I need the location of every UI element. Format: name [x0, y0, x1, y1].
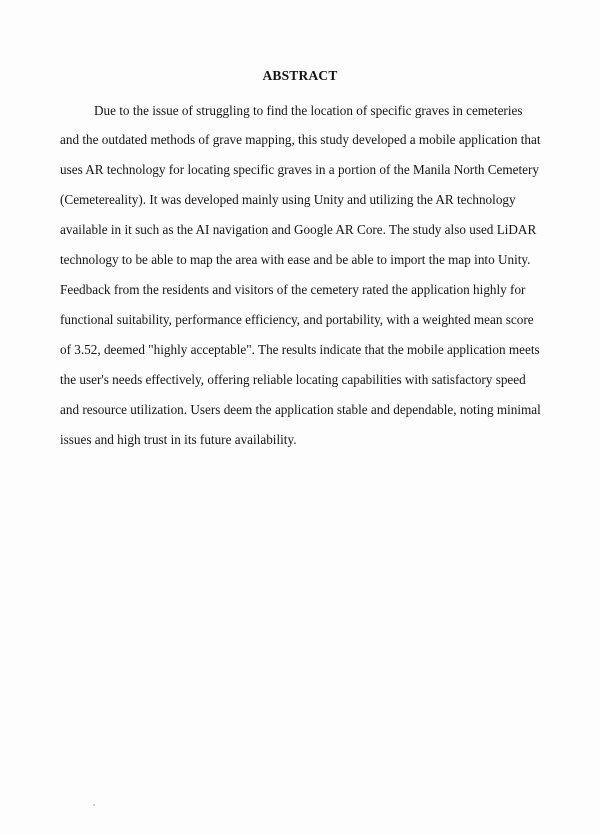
abstract-line: Feedback from the residents and visitors of the cemetery rated the application highly for: [60, 282, 526, 297]
abstract-heading: ABSTRACT: [262, 68, 338, 83]
abstract-line: of 3.52, deemed "highly acceptable". The results indicate that the mobile application meets: [60, 342, 540, 357]
abstract-line: issues and high trust in its future availability.: [60, 432, 297, 447]
abstract-line: uses AR technology for locating specific graves in a portion of the Manila North Cemetery: [60, 162, 540, 177]
abstract-line: technology to be able to map the area with ease and be able to import the map into Unity.: [60, 252, 531, 267]
abstract-line: and the outdated methods of grave mapping, this study developed a mobile application that: [60, 132, 541, 147]
abstract-line: Due to the issue of struggling to find the location of specific graves in cemeteries: [94, 103, 523, 118]
abstract-line: the user's needs effectively, offering reliable locating capabilities with satisfactory speed: [60, 372, 526, 387]
abstract-line: functional suitability, performance efficiency, and portability, with a weighted mean score: [60, 312, 534, 327]
abstract-line: and resource utilization. Users deem the application stable and dependable, noting minimal: [60, 402, 541, 417]
abstract-line: available in it such as the AI navigation and Google AR Core. The study also used LiDAR: [60, 222, 537, 237]
abstract-line: (Cemetereality). It was developed mainly using Unity and utilizing the AR technology: [60, 192, 516, 207]
scan-speck: [93, 804, 95, 806]
